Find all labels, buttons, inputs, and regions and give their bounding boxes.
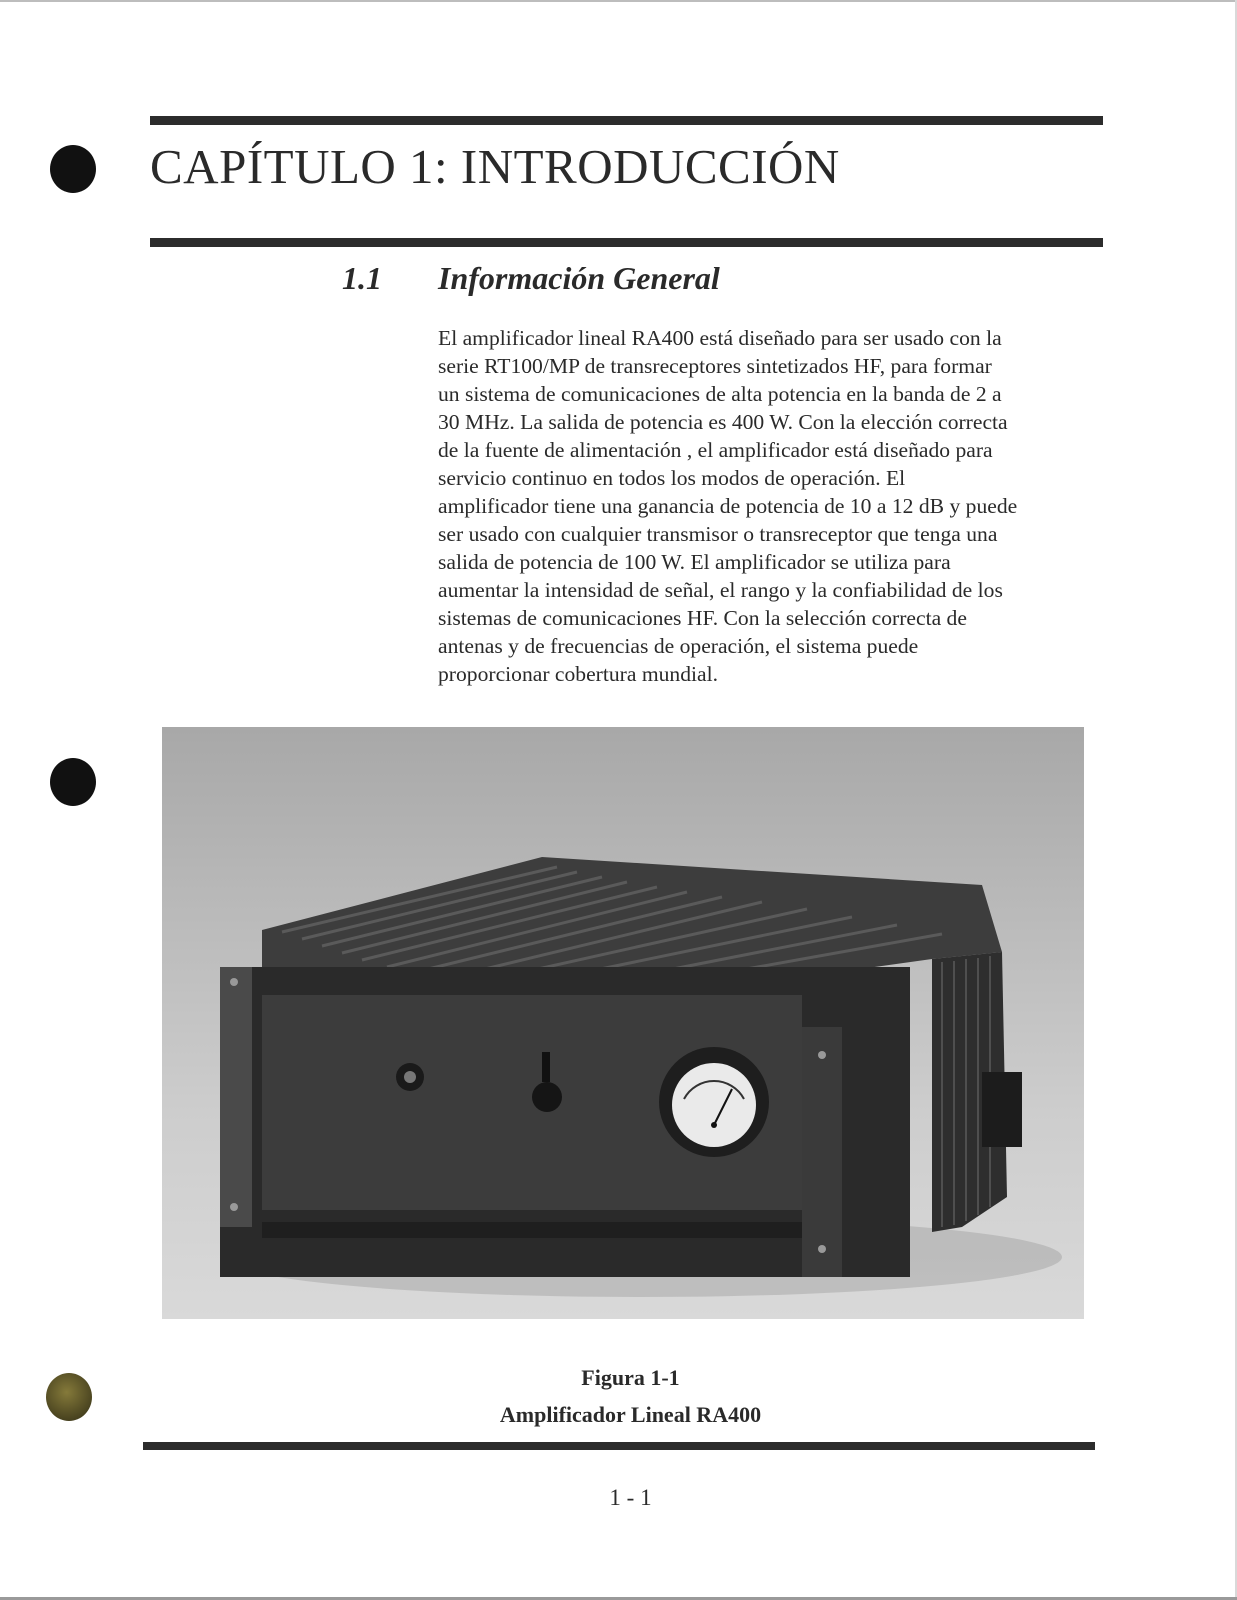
- amplifier-photo: [162, 727, 1084, 1319]
- section-paragraph: [438, 324, 1098, 688]
- punch-hole-top: [50, 145, 96, 193]
- figure-caption-title: Amplificador Lineal RA400: [499, 1402, 762, 1427]
- paragraph-line: ser usado con cualquier transmisor o transreceptor que tenga una: [438, 522, 998, 546]
- header-rule-top: [150, 116, 1103, 125]
- footer-rule: [143, 1442, 1095, 1450]
- header-rule-bottom: [150, 238, 1103, 247]
- scan-edge-top: [0, 0, 1237, 2]
- paragraph-line: amplificador tiene una ganancia de potencia de 10 a 12 dB y puede: [438, 494, 1018, 518]
- paragraph-line: antenas y de frecuencias de operación, el sistema puede: [438, 634, 919, 658]
- chapter-title: CAPÍTULO 1: INTRODUCCIÓN: [150, 139, 840, 194]
- paragraph-line: 30 MHz. La salida de potencia es 400 W. Con la elección correcta: [438, 410, 1008, 434]
- paragraph-line: un sistema de comunicaciones de alta potencia en la banda de 2 a: [438, 382, 1002, 406]
- paragraph-line: aumentar la intensidad de señal, el rango y la confiabilidad de los: [438, 578, 1003, 602]
- figure-caption-number: Figura 1-1: [581, 1365, 680, 1390]
- paragraph-line: servicio continuo en todos los modos de operación. El: [438, 466, 906, 490]
- amplifier-illustration: [162, 727, 1084, 1319]
- page-number: 1 - 1: [609, 1485, 652, 1510]
- paragraph-line: serie RT100/MP de transreceptores sintetizados HF, para formar: [438, 354, 992, 378]
- section-number: 1.1: [342, 260, 382, 296]
- paragraph-line: El amplificador lineal RA400 está diseñado para ser usado con la: [438, 326, 1002, 350]
- section-title: Información General: [438, 260, 720, 296]
- punch-hole-middle: [50, 758, 96, 806]
- paragraph-line: sistemas de comunicaciones HF. Con la selección correcta de: [438, 606, 967, 630]
- paragraph-line: de la fuente de alimentación , el amplificador está diseñado para: [438, 438, 993, 462]
- paragraph-line: salida de potencia de 100 W. El amplificador se utiliza para: [438, 550, 951, 574]
- paragraph-line: proporcionar cobertura mundial.: [438, 662, 719, 686]
